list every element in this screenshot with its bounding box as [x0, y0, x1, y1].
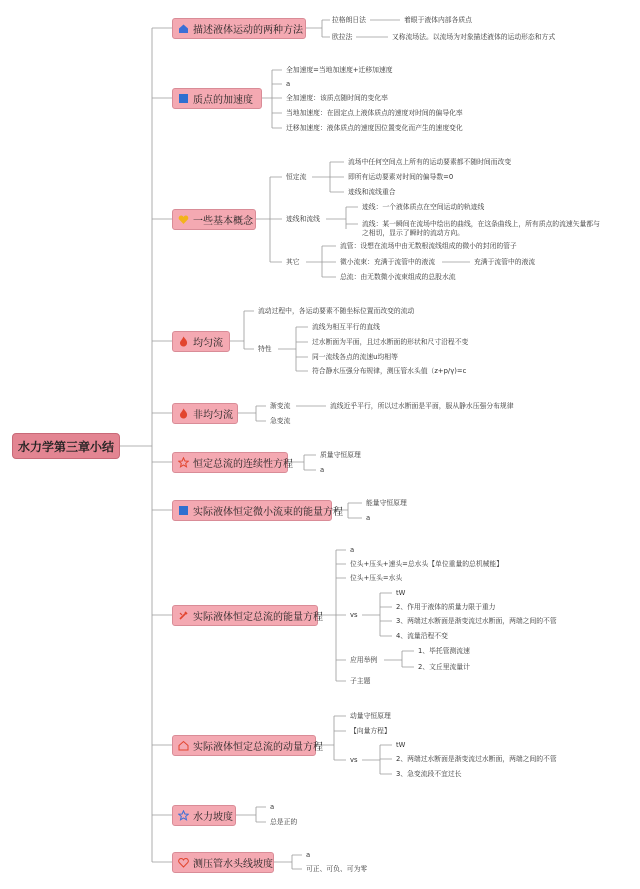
leaf-pathline-coincide[interactable]: 迹线和流线重合 — [348, 188, 396, 196]
leaf-steady-def[interactable]: 流场中任何空间点上所有的运动要素都不随时间而改变 — [348, 158, 512, 166]
leaf-vector-equation[interactable]: 【向量方程】 — [350, 727, 391, 735]
heart-icon — [178, 857, 189, 868]
leaf-pathline-streamline[interactable]: 迹线和流线 — [286, 215, 320, 223]
leaf-pitot-tube[interactable]: 1、毕托管测流速 — [418, 647, 470, 655]
branch-label: 恒定总流的连续性方程 — [193, 459, 293, 470]
star-icon — [178, 810, 189, 821]
branch-total-flow-momentum-equation[interactable] — [172, 735, 323, 756]
leaf-subtopic[interactable]: 子主题 — [350, 677, 371, 685]
leaf-steady-derivative[interactable]: 即所有运动要素对时间的偏导数=0 — [348, 173, 454, 181]
branch-uniform-flow[interactable] — [172, 331, 230, 352]
branch-continuity-equation[interactable] — [172, 452, 293, 473]
leaf-rapidly-varied[interactable]: 急变流 — [270, 417, 291, 425]
leaf-always-positive[interactable]: 总是正的 — [270, 818, 298, 826]
branch-label: 水力坡度 — [193, 812, 233, 823]
leaf-tw[interactable]: tW — [396, 589, 406, 597]
branch-describe-methods[interactable] — [172, 18, 306, 39]
tools-icon — [178, 610, 189, 621]
leaf-hydrostatic-law[interactable]: 符合静水压强分布规律，测压管水头值（z+p/γ)=c — [312, 367, 467, 375]
leaf-local-accel[interactable]: 当地加速度：在固定点上液体质点的速度对时间的偏导化率 — [286, 109, 463, 117]
leaf-uniform-def[interactable]: 流动过程中，各运动要素不随坐标位置而改变的流动 — [258, 307, 415, 315]
flag-icon — [178, 93, 189, 104]
branch-label: 质点的加速度 — [193, 95, 253, 106]
leaf-tw[interactable]: tW — [396, 741, 406, 749]
leaf-a[interactable]: a — [350, 546, 355, 554]
leaf-total-accel[interactable]: 全加速度：该质点随时间的变化率 — [286, 94, 388, 102]
branch-label: 实际液体恒定总流的动量方程 — [193, 742, 323, 753]
leaf-constant-discharge[interactable]: 4、流量沿程不变 — [396, 632, 448, 640]
leaf-venturi-meter[interactable]: 2、文丘里流量计 — [418, 663, 470, 671]
leaf-elementary-streamtube-desc[interactable]: 充满于流管中的液流 — [474, 258, 536, 266]
branch-streamtube-energy-equation[interactable] — [172, 500, 343, 521]
leaf-mass-conservation[interactable]: 质量守恒原理 — [320, 451, 361, 459]
branch-label: 非均匀流 — [193, 410, 233, 421]
leaf-total-accel-formula[interactable]: 全加速度=当地加速度+迁移加速度 — [286, 66, 393, 74]
leaf-elementary-streamtube[interactable]: 微小流束：充满于流管中的液流 — [340, 258, 436, 266]
leaf-vs[interactable]: vs — [350, 756, 358, 764]
leaf-pathline-def[interactable]: 迹线：一个液体质点在空间运动的轨迹线 — [362, 203, 485, 211]
leaf-lagrange[interactable]: 拉格朗日法 — [332, 16, 366, 24]
branch-label: 一些基本概念 — [193, 216, 253, 227]
flame-icon — [178, 336, 189, 347]
leaf-steady-flow[interactable]: 恒定流 — [286, 173, 307, 181]
leaf-characteristics[interactable]: 特性 — [258, 345, 272, 353]
heart-icon — [178, 214, 189, 225]
leaf-plane-section[interactable]: 过水断面为平面，且过水断面的形状和尺寸沿程不变 — [312, 338, 469, 346]
leaf-rapid-short[interactable]: 3、急变流段不宜过长 — [396, 770, 462, 778]
leaf-total-flow[interactable]: 总流：由无数微小流束组成的总股水流 — [340, 273, 456, 281]
leaf-stream-tube[interactable]: 流管：设想在流场中由无数根流线组成的微小的封闭的管子 — [340, 242, 517, 250]
branch-label: 实际液体恒定微小流束的能量方程 — [193, 507, 343, 518]
leaf-lagrange-desc[interactable]: 着眼于液体内部各质点 — [404, 16, 472, 24]
leaf-energy-conservation[interactable]: 能量守恒原理 — [366, 499, 407, 507]
leaf-a[interactable]: a — [320, 466, 325, 474]
root-title: 水力学第三章小结 — [17, 439, 114, 454]
branch-piezometric-slope[interactable] — [172, 852, 274, 873]
leaf-vs[interactable]: vs — [350, 611, 358, 619]
leaf-total-head[interactable]: 位头+压头+速头=总水头【单位重量的总机械能】 — [350, 560, 504, 568]
house-icon — [178, 740, 189, 751]
leaf-convective-accel[interactable]: 迁移加速度：液体质点的速度因位置变化而产生的速度变化 — [286, 124, 463, 132]
leaf-equal-velocity[interactable]: 同一流线各点的流速u均相等 — [312, 353, 398, 361]
leaf-gradual-sections[interactable]: 2、两端过水断面是渐变流过水断面，两端之间的不管 — [396, 755, 557, 763]
leaf-a[interactable]: a — [306, 851, 311, 859]
branch-label: 均匀流 — [193, 338, 223, 349]
flag-icon — [178, 505, 189, 516]
branch-basic-concepts[interactable] — [172, 209, 256, 230]
branch-hydraulic-slope[interactable] — [172, 805, 236, 826]
leaf-streamline-def-cont[interactable]: 之相切，显示了瞬时的流动方向。 — [362, 229, 464, 237]
branch-total-flow-energy-equation[interactable] — [172, 605, 323, 626]
leaf-piezometric-head[interactable]: 位头+压头=水头 — [350, 574, 403, 582]
leaf-a[interactable]: a — [366, 514, 371, 522]
leaf-pos-neg-zero[interactable]: 可正、可负、可为零 — [306, 865, 368, 873]
leaf-gradually-varied[interactable]: 渐变流 — [270, 402, 291, 410]
house-icon — [178, 23, 189, 34]
root-topic[interactable] — [12, 433, 120, 459]
branch-particle-acceleration[interactable] — [172, 88, 262, 109]
leaf-others[interactable]: 其它 — [286, 258, 300, 266]
leaf-parallel-streamlines[interactable]: 流线为相互平行的直线 — [312, 323, 380, 331]
leaf-euler-desc[interactable]: 又称流场法。以流场为对象描述液体的运动形态和方式 — [392, 33, 556, 41]
branch-label: 实际液体恒定总流的能量方程 — [193, 612, 323, 623]
leaf-examples[interactable]: 应用举例 — [350, 656, 378, 664]
branch-nonuniform-flow[interactable] — [172, 403, 238, 424]
branch-label: 描述液体运动的两种方法 — [193, 25, 303, 36]
leaf-gradual-sections[interactable]: 3、两端过水断面是渐变流过水断面，两端之间的不管 — [396, 617, 557, 625]
star-icon — [178, 457, 189, 468]
flame-icon — [178, 408, 189, 419]
branch-label: 测压管水头线坡度 — [193, 859, 273, 870]
leaf-euler[interactable]: 欧拉法 — [332, 33, 353, 41]
leaf-streamline-def[interactable]: 流线：某一瞬间在流场中绘出的曲线，在这条曲线上，所有质点的流速矢量都与 — [362, 220, 600, 228]
leaf-a[interactable]: a — [270, 803, 275, 811]
leaf-a[interactable]: a — [286, 80, 291, 88]
leaf-gradually-varied-desc[interactable]: 流线近乎平行，所以过水断面是平面，服从静水压强分布规律 — [330, 402, 514, 410]
leaf-momentum-conservation[interactable]: 动量守恒原理 — [350, 712, 391, 720]
leaf-gravity-only[interactable]: 2、作用于液体的质量力限于重力 — [396, 603, 496, 611]
